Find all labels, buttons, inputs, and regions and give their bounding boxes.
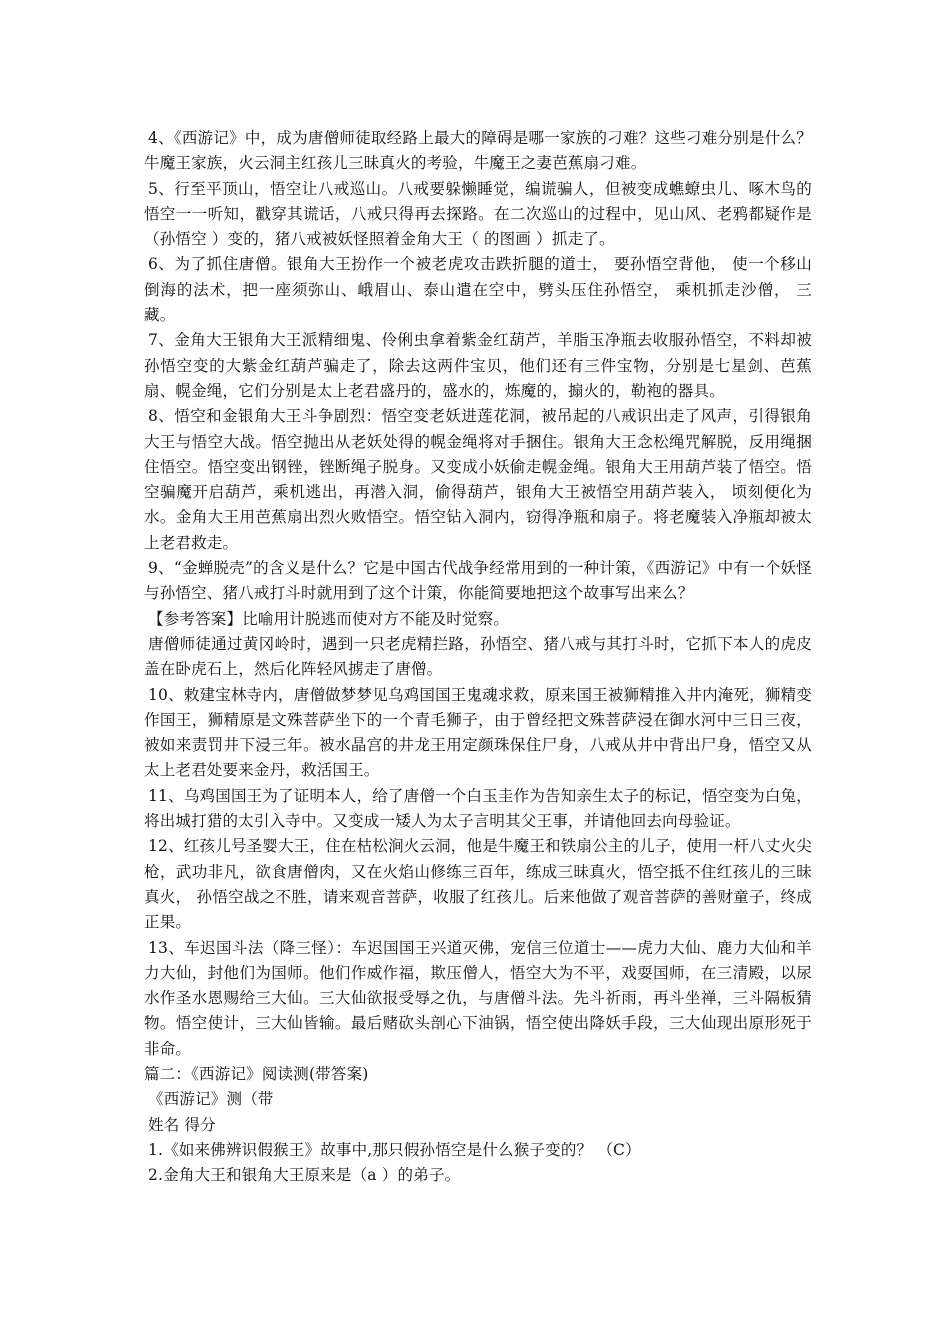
paragraph-q4: 4、《西游记》中，成为唐僧师徒取经路上最大的障碍是哪一家族的刁难？这些刁难分别是什么？牛魔王家族，火云洞主红孩儿三昧真火的考验，牛魔王之妻芭蕉扇刁难。 [144,129,812,173]
paragraph-q11: 11、乌鸡国国王为了证明本人，给了唐僧一个白玉圭作为告知亲生太子的标记，悟空变为白兔，将出城打猎的太引入寺中。又变成一矮人为太子言明其父王事，并请他回去向母验证。 [144,786,812,831]
paragraph-q8: 8、悟空和金银角大王斗争剧烈：悟空变老妖进莲花洞，被吊起的八戒识出走了风声，引得银角大王与悟空大战。悟空抛出从老妖处得的幌金绳将对手捆住。银角大王念松绳咒解脱，反用绳捆住悟空。悟空变出钢锉，锉断绳子脱身。又变成小妖偷走幌金绳。银角大王用葫芦装了悟空。悟空骗魔开启葫芦，乘机逃出，再潜入洞，偷得葫芦，银角大王被悟空用葫芦装入， 顷刻便化为水。金角大王用芭蕉扇出烈火败悟空。悟空钻入洞内，窃得净瓶和扇子。将老魔装入净瓶却被太上老君救走。 [144,407,812,552]
paragraph-reference-answer: 【参考答案】比喻用计脱逃而使对方不能及时觉察。 [148,609,510,628]
name-score-line: 姓名 得分 [148,1115,216,1134]
section-heading: 篇二：《西游记》阅读测(带答案) [144,1064,369,1083]
document-body [144,126,812,1188]
test-title: 《西游记》测（带 [148,1090,274,1109]
paragraph-q9: 9、“金蝉脱壳”的含义是什么？它是中国古代战争经常用到的一种计策，《西游记》中有一个妖怪与孙悟空、猪八戒打斗时就用到了这个计策，你能简要地把这个故事写出来么？ [144,559,812,603]
paragraph-q5: 5、行至平顶山，悟空让八戒巡山。八戒要躲懒睡觉，编谎骗人，但被变成蟭蟟虫儿、啄木鸟的悟空一一听知，戳穿其谎话，八戒只得再去探路。在二次巡山的过程中，见山风、老鸦都疑作是（孙悟空 ）变的，猪八戒被妖怪照着金角大王（ 的图画 ）抓走了。 [144,179,812,249]
question-1: 1.《如来佛辨识假猴王》故事中,那只假孙悟空是什么猴子变的？ （C） [148,1140,641,1159]
paragraph-q6: 6、为了抓住唐僧。银角大王扮作一个被老虎攻击跌折腿的道士， 要孙悟空背他， 使一个移山倒海的法术，把一座须弥山、峨眉山、泰山遣在空中，劈头压住孙悟空， 乘机抓走沙僧， 三藏。 [144,255,812,325]
paragraph-q12: 12、红孩儿号圣婴大王，住在枯松涧火云洞，他是牛魔王和铁扇公主的儿子，使用一杆八丈火尖枪，武功非凡，欲食唐僧肉，又在火焰山修练三百年，练成三昧真火，悟空抵不住红孩儿的三昧真火， 孙悟空战之不胜，请来观音菩萨，收服了红孩儿。后来他做了观音菩萨的善财童子，终成正果。 [144,837,812,932]
paragraph-story: 唐僧师徒通过黄冈岭时，遇到一只老虎精拦路，孙悟空、猪八戒与其打斗时，它抓下本人的虎皮盖在卧虎石上，然后化阵轻风掳走了唐僧。 [144,634,812,679]
question-2: 2.金角大王和银角大王原来是（a ）的弟子。 [148,1166,461,1185]
paragraph-q10: 10、敕建宝林寺内，唐僧做梦梦见乌鸡国国王鬼魂求救，原来国王被狮精推入井内淹死，狮精变作国王，狮精原是文殊菩萨坐下的一个青毛狮子，由于曾经把文殊菩萨浸在御水河中三日三夜，被如来责罚井下浸三年。被水晶宫的井龙王用定颜珠保住尸身，八戒从井中背出尸身，悟空又从太上老君处要来金丹，救活国王。 [144,685,812,780]
paragraph-q13: 13、车迟国斗法（降三怪）：车迟国国王兴道灭佛，宠信三位道士——虎力大仙、鹿力大仙和羊力大仙，封他们为国师。他们作威作福，欺压僧人，悟空大为不平，戏耍国师，在三清殿，以尿水作圣水恩赐给三大仙。三大仙欲报受辱之仇，与唐僧斗法。先斗祈雨，再斗坐禅，三斗隔板猜物。悟空使计，三大仙皆输。最后赌砍头剖心下油锅，悟空使出降妖手段，三大仙现出原形死于非命。 [144,938,812,1058]
paragraph-q7: 7、金角大王银角大王派精细鬼、伶俐虫拿着紫金红葫芦，羊脂玉净瓶去收服孙悟空，不料却被孙悟空变的大紫金红葫芦骗走了，除去这两件宝贝，他们还有三件宝物，分别是七星剑、芭蕉扇、幌金绳，它们分别是太上老君盛丹的，盛水的，炼魔的，搧火的，勒袍的器具。 [144,331,812,400]
